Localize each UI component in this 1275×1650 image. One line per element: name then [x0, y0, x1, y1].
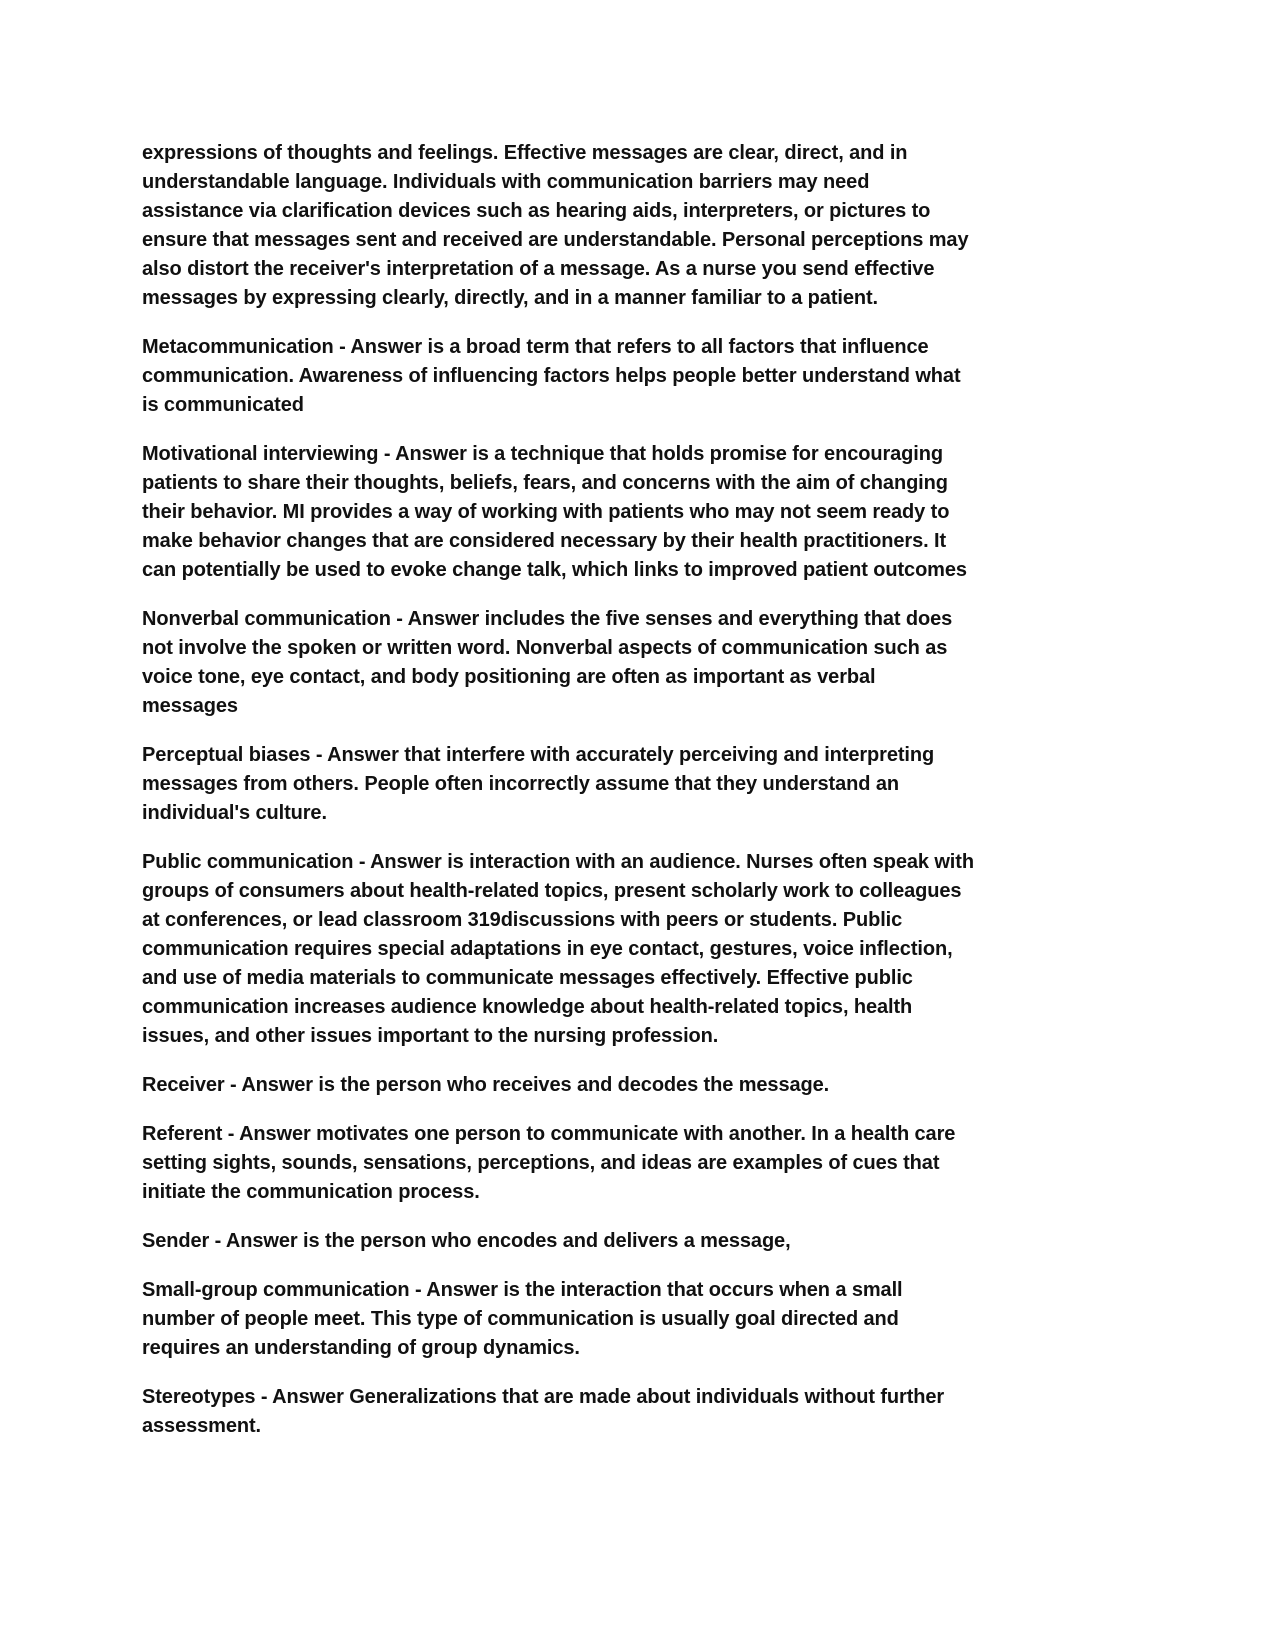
text-line: Referent - Answer motivates one person to communicate with another. In a health care: [142, 1123, 956, 1145]
text-line: assistance via clarification devices such as hearing aids, interpreters, or pictures to: [142, 200, 931, 222]
text-line: is communicated: [142, 394, 304, 416]
glossary-paragraph: [142, 1120, 1102, 1207]
text-line: assessment.: [142, 1415, 261, 1437]
text-line: Public communication - Answer is interaction with an audience. Nurses often speak with: [142, 851, 974, 873]
glossary-paragraph: [142, 1227, 1102, 1256]
glossary-paragraph: [142, 440, 1102, 585]
glossary-paragraph: [142, 1383, 1102, 1441]
text-line: groups of consumers about health-related topics, present scholarly work to colleagues: [142, 880, 962, 902]
text-line: messages from others. People often incorrectly assume that they understand an: [142, 773, 899, 795]
text-line: expressions of thoughts and feelings. Effective messages are clear, direct, and in: [142, 142, 908, 164]
text-line: Small-group communication - Answer is the interaction that occurs when a small: [142, 1279, 903, 1301]
text-line: issues, and other issues important to the nursing profession.: [142, 1025, 719, 1047]
text-line: setting sights, sounds, sensations, perceptions, and ideas are examples of cues that: [142, 1152, 940, 1174]
text-line: Perceptual biases - Answer that interfere with accurately perceiving and interpreting: [142, 744, 935, 766]
glossary-paragraph: [142, 333, 1102, 420]
text-line: communication increases audience knowledge about health-related topics, health: [142, 996, 913, 1018]
text-line: Sender - Answer is the person who encodes and delivers a message,: [142, 1230, 791, 1252]
text-line: Nonverbal communication - Answer includes the five senses and everything that does: [142, 608, 953, 630]
text-line: communication. Awareness of influencing factors helps people better understand what: [142, 365, 961, 387]
text-line: voice tone, eye contact, and body positioning are often as important as verbal: [142, 666, 876, 688]
glossary-paragraph: [142, 139, 1102, 313]
text-line: and use of media materials to communicate messages effectively. Effective public: [142, 967, 913, 989]
text-line: understandable language. Individuals with communication barriers may need: [142, 171, 870, 193]
text-line: Motivational interviewing - Answer is a technique that holds promise for encouraging: [142, 443, 943, 465]
text-line: also distort the receiver's interpretation of a message. As a nurse you send effective: [142, 258, 935, 280]
text-line: their behavior. MI provides a way of working with patients who may not seem ready to: [142, 501, 950, 523]
text-line: Stereotypes - Answer Generalizations that are made about individuals without further: [142, 1386, 945, 1408]
glossary-paragraph: [142, 1276, 1102, 1363]
text-line: initiate the communication process.: [142, 1181, 480, 1203]
text-line: at conferences, or lead classroom 319discussions with peers or students. Public: [142, 909, 903, 931]
text-line: individual's culture.: [142, 802, 327, 824]
text-line: not involve the spoken or written word. Nonverbal aspects of communication such as: [142, 637, 948, 659]
text-line: patients to share their thoughts, beliefs, fears, and concerns with the aim of changing: [142, 472, 948, 494]
text-line: can potentially be used to evoke change talk, which links to improved patient outcomes: [142, 559, 967, 581]
glossary-paragraph: [142, 848, 1102, 1051]
text-line: communication requires special adaptations in eye contact, gestures, voice inflection,: [142, 938, 953, 960]
text-line: Metacommunication - Answer is a broad term that refers to all factors that influence: [142, 336, 929, 358]
glossary-paragraph: [142, 1071, 1102, 1100]
text-line: number of people meet. This type of communication is usually goal directed and: [142, 1308, 899, 1330]
text-line: make behavior changes that are considered necessary by their health practitioners. It: [142, 530, 947, 552]
glossary-paragraph: [142, 605, 1102, 721]
text-line: messages: [142, 695, 238, 717]
glossary-paragraph: [142, 741, 1102, 828]
text-line: messages by expressing clearly, directly, and in a manner familiar to a patient.: [142, 287, 878, 309]
document-page: [142, 139, 1102, 1461]
text-line: requires an understanding of group dynamics.: [142, 1337, 580, 1359]
text-line: Receiver - Answer is the person who receives and decodes the message.: [142, 1074, 830, 1096]
text-line: ensure that messages sent and received are understandable. Personal perceptions may: [142, 229, 969, 251]
